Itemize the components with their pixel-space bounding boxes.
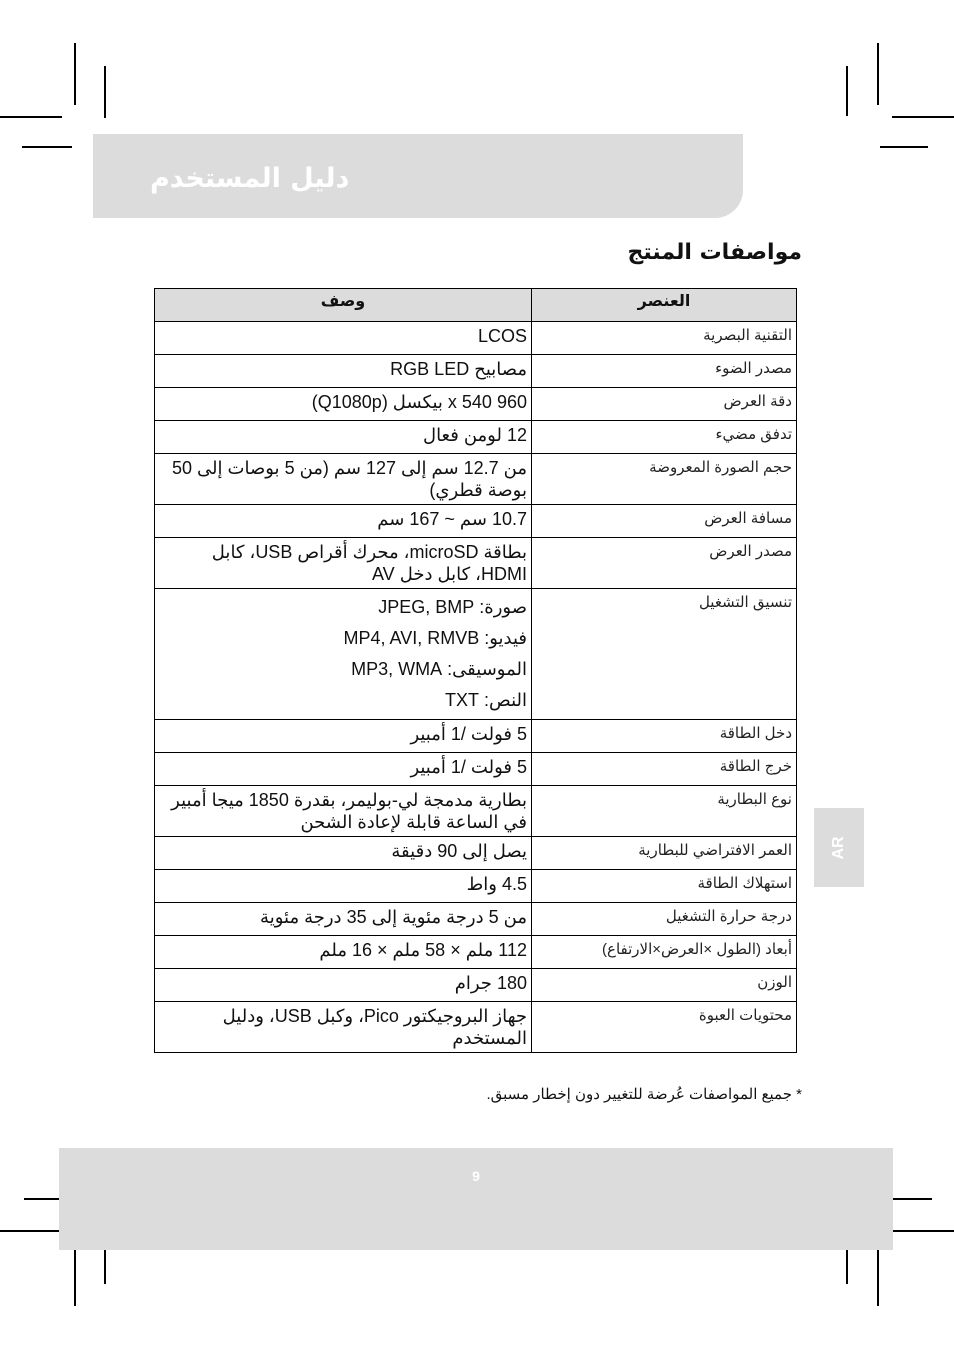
table-row (155, 936, 797, 969)
crop-mark (877, 43, 879, 105)
table-row (155, 786, 797, 837)
crop-mark (22, 146, 72, 148)
spec-description (155, 355, 532, 388)
spec-table-body (155, 322, 797, 1053)
spec-description (155, 720, 532, 753)
spec-item: دقة العرض (532, 388, 797, 421)
spec-description-line: 112 ملم × 58 ملم × 16 ملم (319, 940, 527, 960)
spec-item: التقنية البصرية (532, 322, 797, 355)
spec-description (155, 837, 532, 870)
spec-item: حجم الصورة المعروضة (532, 454, 797, 505)
spec-description (155, 589, 532, 720)
table-row (155, 505, 797, 538)
spec-item: مسافة العرض (532, 505, 797, 538)
crop-mark (104, 66, 106, 118)
spec-item: تنسيق التشغيل (532, 589, 797, 720)
spec-description (155, 786, 532, 837)
section-title: مواصفات المنتج (627, 240, 802, 265)
spec-item: الوزن (532, 969, 797, 1002)
header-title: دليل المستخدم (150, 163, 350, 194)
crop-mark (74, 43, 76, 105)
crop-mark (0, 1230, 62, 1232)
table-row (155, 355, 797, 388)
spec-description-line: 180 جرام (454, 973, 527, 993)
table-row (155, 903, 797, 936)
spec-description (155, 1002, 532, 1053)
spec-description (155, 322, 532, 355)
language-tab-label: AR (830, 835, 847, 860)
footnote: * جميع المواصفات عُرضة للتغيير دون إخطار مسبق. (486, 1086, 802, 1103)
spec-description (155, 936, 532, 969)
spec-item: خرج الطاقة (532, 753, 797, 786)
spec-description-line: فيديو: MP4, AVI, RMVB (343, 628, 527, 648)
spec-description-line: بطاقة microSD، محرك أقراص USB، كابل HDMI، كابل دخل AV (211, 542, 527, 584)
table-header-row (155, 289, 797, 322)
crop-mark (892, 1230, 954, 1232)
crop-mark (892, 116, 954, 118)
footer-band (59, 1148, 893, 1250)
spec-item: أبعاد (الطول ×العرض×الارتفاع) (532, 936, 797, 969)
spec-item: دخل الطاقة (532, 720, 797, 753)
spec-description (155, 454, 532, 505)
spec-item: درجة حرارة التشغيل (532, 903, 797, 936)
table-row (155, 753, 797, 786)
spec-description-line: 960 x 540 بيكسل (Q1080p) (311, 392, 527, 412)
table-row (155, 720, 797, 753)
spec-description (155, 870, 532, 903)
spec-description-line: 4.5 واط (466, 874, 527, 894)
spec-description (155, 753, 532, 786)
spec-description (155, 969, 532, 1002)
table-row (155, 388, 797, 421)
page-number: 9 (472, 1168, 480, 1184)
language-tab (814, 808, 864, 887)
crop-mark (877, 1244, 879, 1306)
table-row (155, 322, 797, 355)
spec-description (155, 538, 532, 589)
spec-description-line: 12 لومن فعال (422, 425, 527, 445)
table-row (155, 969, 797, 1002)
header-item: العنصر (532, 289, 797, 322)
spec-description-line: 5 فولت /1 أمبير (410, 757, 527, 777)
spec-description-line: 10.7 سم ~ 167 سم (377, 509, 527, 529)
spec-description-line: LCOS (477, 326, 527, 346)
spec-description-line: من 5 درجة مئوية إلى 35 درجة مئوية (260, 907, 527, 927)
spec-description-line: 5 فولت /1 أمبير (410, 724, 527, 744)
spec-description (155, 421, 532, 454)
spec-description-line: جهاز البروجيكتور Pico، وكبل USB، ودليل المستخدم (222, 1006, 527, 1048)
spec-item: استهلاك الطاقة (532, 870, 797, 903)
spec-description-line: بطارية مدمجة لي-بوليمر، بقدرة 1850 ميجا أمبير في الساعة قابلة لإعادة الشحن (171, 790, 527, 832)
spec-description (155, 505, 532, 538)
spec-description-line: الموسيقى: MP3, WMA (351, 659, 527, 679)
table-row (155, 538, 797, 589)
header-description: وصف (155, 289, 532, 322)
table-row (155, 454, 797, 505)
crop-mark (74, 1244, 76, 1306)
table-row (155, 421, 797, 454)
spec-description-line: صورة: JPEG, BMP (378, 597, 527, 617)
spec-item: نوع البطارية (532, 786, 797, 837)
spec-item: محتويات العبوة (532, 1002, 797, 1053)
spec-description (155, 903, 532, 936)
crop-mark (846, 66, 848, 116)
spec-description (155, 388, 532, 421)
table-row (155, 870, 797, 903)
spec-description-line: من 12.7 سم إلى 127 سم (من 5 بوصات إلى 50 بوصة قطري) (172, 458, 527, 500)
spec-item: مصدر الضوء (532, 355, 797, 388)
crop-mark (880, 146, 928, 148)
spec-table (154, 288, 797, 1053)
table-row (155, 589, 797, 720)
crop-mark (0, 116, 62, 118)
table-row (155, 1002, 797, 1053)
spec-item: مصدر العرض (532, 538, 797, 589)
spec-description-line: مصابيح RGB LED (390, 359, 527, 379)
spec-item: العمر الافتراضي للبطارية (532, 837, 797, 870)
spec-description-line: يصل إلى 90 دقيقة (391, 841, 527, 861)
spec-item: تدفق مضيء (532, 421, 797, 454)
spec-description-line: النص: TXT (445, 690, 527, 710)
table-row (155, 837, 797, 870)
